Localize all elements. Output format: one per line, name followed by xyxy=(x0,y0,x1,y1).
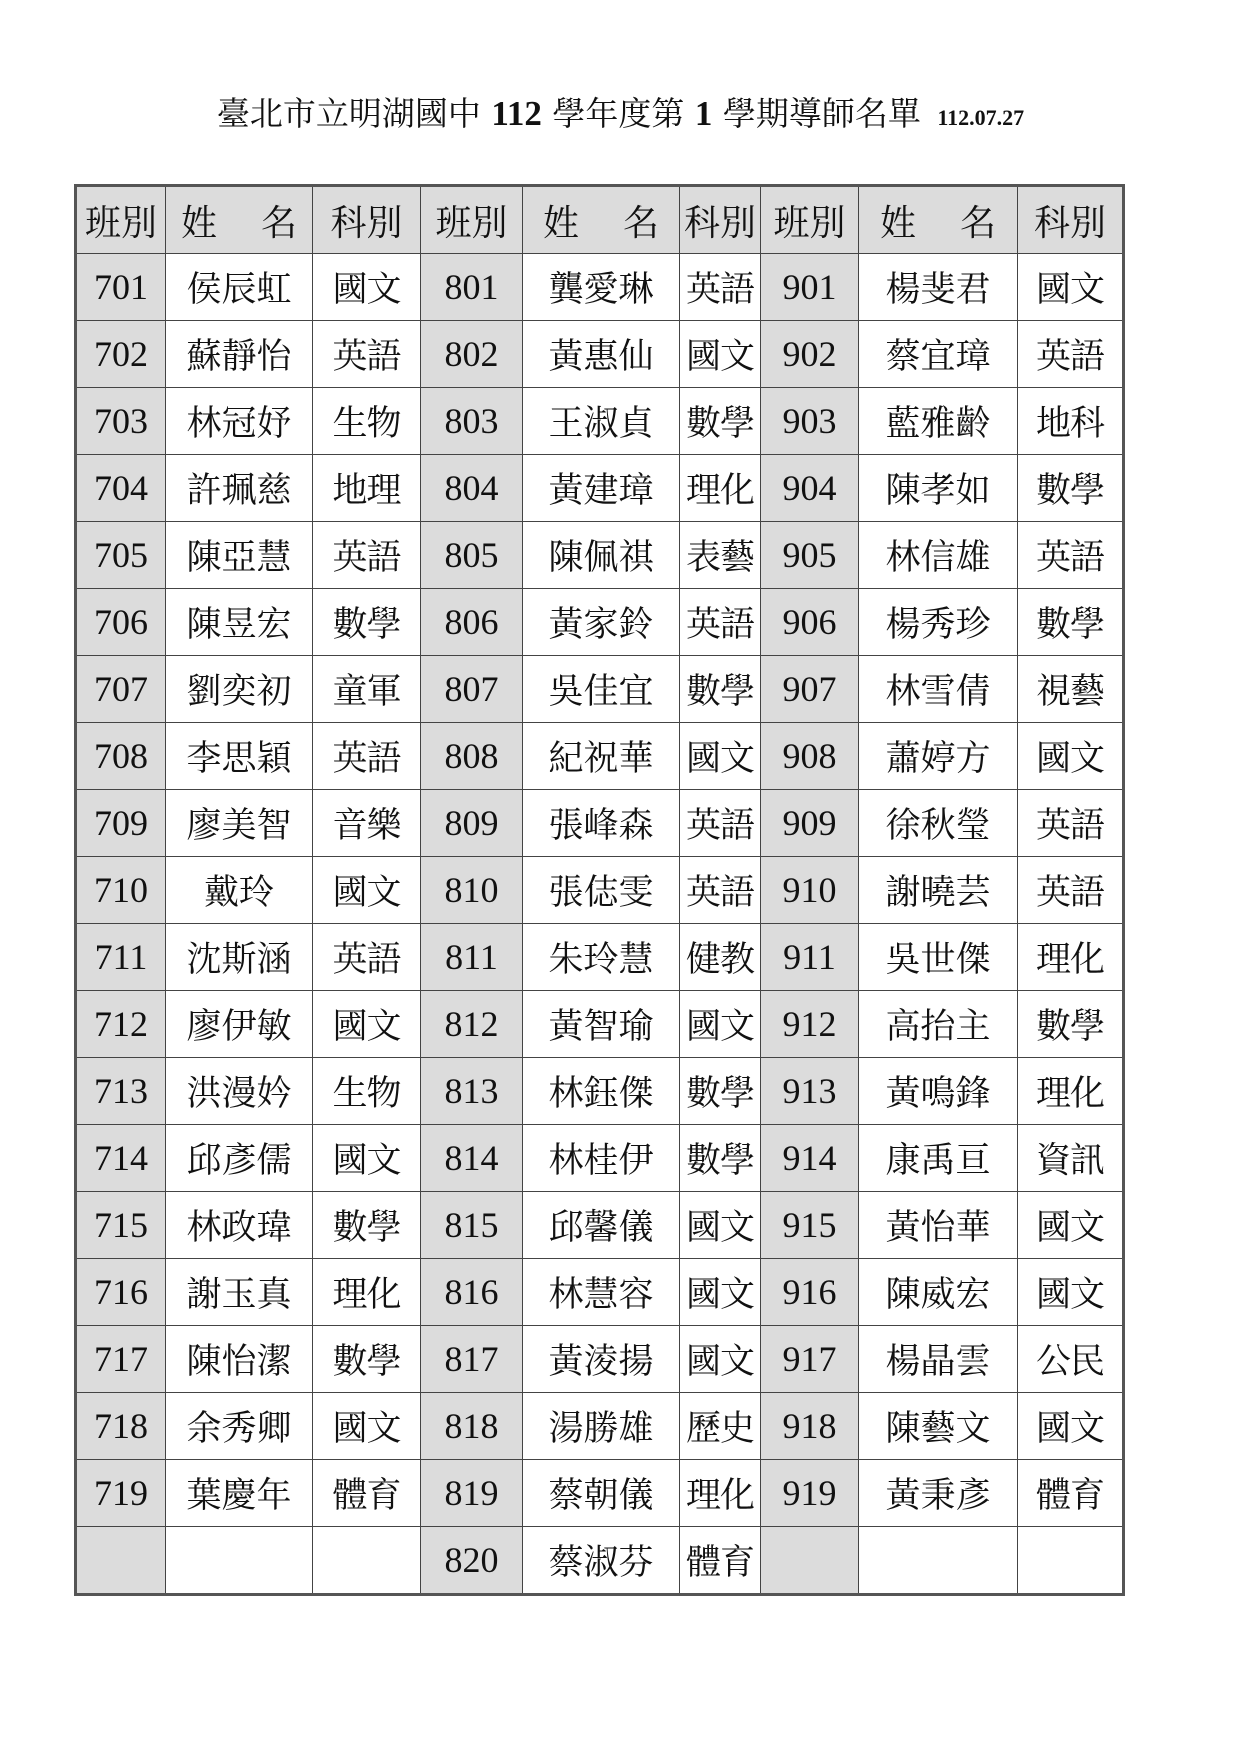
class-cell: 701 xyxy=(76,254,166,321)
class-cell: 802 xyxy=(421,321,523,388)
teacher-name-cell: 龔愛琳 xyxy=(523,254,680,321)
teacher-name-cell: 林慧容 xyxy=(523,1259,680,1326)
class-cell: 805 xyxy=(421,522,523,589)
subject-cell: 表藝 xyxy=(680,522,761,589)
class-cell: 908 xyxy=(761,723,859,790)
class-cell: 711 xyxy=(76,924,166,991)
header-class: 班別 xyxy=(761,186,859,254)
table-row xyxy=(76,924,1124,991)
class-cell: 707 xyxy=(76,656,166,723)
subject-cell: 數學 xyxy=(313,589,421,656)
class-cell: 704 xyxy=(76,455,166,522)
subject-cell: 國文 xyxy=(1018,254,1124,321)
subject-cell: 國文 xyxy=(1018,1259,1124,1326)
class-cell: 713 xyxy=(76,1058,166,1125)
class-cell: 714 xyxy=(76,1125,166,1192)
teacher-name-cell: 劉奕初 xyxy=(166,656,313,723)
subject-cell: 國文 xyxy=(1018,723,1124,790)
subject-cell: 國文 xyxy=(313,1125,421,1192)
table-row xyxy=(76,321,1124,388)
header-name-b: 名 xyxy=(261,202,298,244)
subject-cell: 英語 xyxy=(1018,321,1124,388)
teacher-name-cell: 藍雅齡 xyxy=(859,388,1018,455)
class-cell: 906 xyxy=(761,589,859,656)
subject-cell: 國文 xyxy=(1018,1393,1124,1460)
teacher-name-cell: 邱馨儀 xyxy=(523,1192,680,1259)
header-subject: 科別 xyxy=(680,186,761,254)
class-cell: 902 xyxy=(761,321,859,388)
teacher-name-cell: 許珮慈 xyxy=(166,455,313,522)
subject-cell: 數學 xyxy=(313,1326,421,1393)
teacher-name-cell: 黃鳴鋒 xyxy=(859,1058,1018,1125)
table-row xyxy=(76,455,1124,522)
class-cell: 718 xyxy=(76,1393,166,1460)
teacher-name-cell: 高抬主 xyxy=(859,991,1018,1058)
class-cell: 816 xyxy=(421,1259,523,1326)
title-year: 112 xyxy=(491,94,542,133)
class-cell: 901 xyxy=(761,254,859,321)
teacher-name-cell: 陳威宏 xyxy=(859,1259,1018,1326)
class-cell: 801 xyxy=(421,254,523,321)
subject-cell: 國文 xyxy=(680,321,761,388)
teacher-name-cell: 楊斐君 xyxy=(859,254,1018,321)
teacher-name-cell: 黃智瑜 xyxy=(523,991,680,1058)
subject-cell: 國文 xyxy=(313,1393,421,1460)
teacher-name-cell: 康禹亘 xyxy=(859,1125,1018,1192)
class-cell: 915 xyxy=(761,1192,859,1259)
subject-cell: 英語 xyxy=(313,723,421,790)
document-title xyxy=(0,88,1241,135)
teacher-name-cell: 蔡淑芬 xyxy=(523,1527,680,1595)
class-cell: 709 xyxy=(76,790,166,857)
subject-cell: 數學 xyxy=(680,1058,761,1125)
table-row xyxy=(76,991,1124,1058)
subject-cell xyxy=(313,1527,421,1595)
subject-cell: 英語 xyxy=(680,790,761,857)
class-cell: 719 xyxy=(76,1460,166,1527)
table-row xyxy=(76,1058,1124,1125)
teacher-name-cell: 湯勝雄 xyxy=(523,1393,680,1460)
teacher-name-cell: 沈斯涵 xyxy=(166,924,313,991)
subject-cell: 理化 xyxy=(680,455,761,522)
class-cell: 812 xyxy=(421,991,523,1058)
header-name-b: 名 xyxy=(960,202,997,244)
table-row xyxy=(76,388,1124,455)
class-cell: 904 xyxy=(761,455,859,522)
title-term: 1 xyxy=(694,94,713,133)
header-name xyxy=(166,186,313,254)
class-cell: 914 xyxy=(761,1125,859,1192)
teacher-name-cell: 謝玉真 xyxy=(166,1259,313,1326)
class-cell: 809 xyxy=(421,790,523,857)
class-cell: 712 xyxy=(76,991,166,1058)
subject-cell: 理化 xyxy=(1018,1058,1124,1125)
header-row xyxy=(76,186,1124,254)
teacher-name-cell: 黃怡華 xyxy=(859,1192,1018,1259)
table-row xyxy=(76,790,1124,857)
class-cell: 814 xyxy=(421,1125,523,1192)
subject-cell: 理化 xyxy=(680,1460,761,1527)
teacher-name-cell: 吳佳宜 xyxy=(523,656,680,723)
class-cell: 716 xyxy=(76,1259,166,1326)
teacher-name-cell: 林冠妤 xyxy=(166,388,313,455)
header-subject: 科別 xyxy=(313,186,421,254)
subject-cell: 國文 xyxy=(680,1259,761,1326)
table-row xyxy=(76,1326,1124,1393)
teacher-name-cell: 廖美智 xyxy=(166,790,313,857)
teacher-name-cell: 葉慶年 xyxy=(166,1460,313,1527)
table-row xyxy=(76,1393,1124,1460)
subject-cell: 國文 xyxy=(680,991,761,1058)
header-class: 班別 xyxy=(421,186,523,254)
teacher-name-cell: 楊秀珍 xyxy=(859,589,1018,656)
teacher-name-cell: 蔡朝儀 xyxy=(523,1460,680,1527)
teacher-name-cell: 徐秋瑩 xyxy=(859,790,1018,857)
subject-cell: 數學 xyxy=(680,388,761,455)
teacher-name-cell xyxy=(166,1527,313,1595)
subject-cell: 體育 xyxy=(680,1527,761,1595)
subject-cell: 數學 xyxy=(1018,589,1124,656)
class-cell: 806 xyxy=(421,589,523,656)
class-cell xyxy=(76,1527,166,1595)
table-row xyxy=(76,522,1124,589)
table-row xyxy=(76,254,1124,321)
class-cell: 912 xyxy=(761,991,859,1058)
subject-cell: 國文 xyxy=(1018,1192,1124,1259)
teacher-name-cell: 余秀卿 xyxy=(166,1393,313,1460)
header-name xyxy=(523,186,680,254)
teacher-name-cell: 黃秉彥 xyxy=(859,1460,1018,1527)
subject-cell: 數學 xyxy=(1018,991,1124,1058)
class-cell: 715 xyxy=(76,1192,166,1259)
teacher-name-cell: 張峰森 xyxy=(523,790,680,857)
teacher-name-cell: 林鈺傑 xyxy=(523,1058,680,1125)
subject-cell: 公民 xyxy=(1018,1326,1124,1393)
class-cell: 911 xyxy=(761,924,859,991)
teacher-name-cell: 陳亞慧 xyxy=(166,522,313,589)
header-subject: 科別 xyxy=(1018,186,1124,254)
class-cell: 706 xyxy=(76,589,166,656)
subject-cell: 國文 xyxy=(313,254,421,321)
table-body xyxy=(76,186,1124,1595)
table-row xyxy=(76,656,1124,723)
subject-cell: 英語 xyxy=(313,924,421,991)
teacher-name-cell: 陳昱宏 xyxy=(166,589,313,656)
teacher-name-cell: 張俧雯 xyxy=(523,857,680,924)
teacher-name-cell: 吳世傑 xyxy=(859,924,1018,991)
teacher-name-cell: 朱玲慧 xyxy=(523,924,680,991)
class-cell: 810 xyxy=(421,857,523,924)
teacher-name-cell: 戴玲 xyxy=(166,857,313,924)
subject-cell: 英語 xyxy=(680,589,761,656)
teacher-name-cell: 侯辰虹 xyxy=(166,254,313,321)
title-mid: 學年度第 xyxy=(552,94,685,133)
subject-cell: 英語 xyxy=(313,321,421,388)
teacher-name-cell: 黃淩揚 xyxy=(523,1326,680,1393)
subject-cell: 國文 xyxy=(313,857,421,924)
header-class: 班別 xyxy=(76,186,166,254)
table-row xyxy=(76,857,1124,924)
class-cell: 910 xyxy=(761,857,859,924)
table-row xyxy=(76,1527,1124,1595)
class-cell: 804 xyxy=(421,455,523,522)
title-date: 112.07.27 xyxy=(937,105,1025,130)
header-name-b: 名 xyxy=(623,202,660,244)
subject-cell: 音樂 xyxy=(313,790,421,857)
subject-cell: 體育 xyxy=(313,1460,421,1527)
class-cell: 903 xyxy=(761,388,859,455)
teacher-name-cell: 林政瑋 xyxy=(166,1192,313,1259)
teacher-name-cell: 洪漫妗 xyxy=(166,1058,313,1125)
teacher-name-cell: 蕭婷方 xyxy=(859,723,1018,790)
header-name xyxy=(859,186,1018,254)
subject-cell: 資訊 xyxy=(1018,1125,1124,1192)
teacher-name-cell: 林信雄 xyxy=(859,522,1018,589)
class-cell: 811 xyxy=(421,924,523,991)
subject-cell xyxy=(1018,1527,1124,1595)
subject-cell: 體育 xyxy=(1018,1460,1124,1527)
teacher-name-cell: 李思穎 xyxy=(166,723,313,790)
subject-cell: 生物 xyxy=(313,1058,421,1125)
subject-cell: 生物 xyxy=(313,388,421,455)
subject-cell: 數學 xyxy=(1018,455,1124,522)
teacher-name-cell: 楊晶雲 xyxy=(859,1326,1018,1393)
teacher-name-cell: 黃惠仙 xyxy=(523,321,680,388)
class-cell: 703 xyxy=(76,388,166,455)
class-cell: 918 xyxy=(761,1393,859,1460)
subject-cell: 視藝 xyxy=(1018,656,1124,723)
teacher-name-cell: 黃建璋 xyxy=(523,455,680,522)
subject-cell: 國文 xyxy=(680,723,761,790)
subject-cell: 英語 xyxy=(1018,522,1124,589)
subject-cell: 國文 xyxy=(313,991,421,1058)
subject-cell: 國文 xyxy=(680,1192,761,1259)
table-row xyxy=(76,589,1124,656)
teacher-name-cell: 林桂伊 xyxy=(523,1125,680,1192)
subject-cell: 數學 xyxy=(680,1125,761,1192)
class-cell: 808 xyxy=(421,723,523,790)
table-row xyxy=(76,1192,1124,1259)
teacher-name-cell: 黃家鈴 xyxy=(523,589,680,656)
class-cell: 907 xyxy=(761,656,859,723)
subject-cell: 歷史 xyxy=(680,1393,761,1460)
teacher-name-cell: 邱彥儒 xyxy=(166,1125,313,1192)
title-suffix: 學期導師名單 xyxy=(722,94,921,133)
class-cell: 909 xyxy=(761,790,859,857)
teacher-name-cell xyxy=(859,1527,1018,1595)
class-cell: 702 xyxy=(76,321,166,388)
subject-cell: 英語 xyxy=(680,857,761,924)
class-cell: 708 xyxy=(76,723,166,790)
table-row xyxy=(76,723,1124,790)
subject-cell: 英語 xyxy=(1018,790,1124,857)
class-cell: 916 xyxy=(761,1259,859,1326)
class-cell xyxy=(761,1527,859,1595)
subject-cell: 地理 xyxy=(313,455,421,522)
teacher-name-cell: 廖伊敏 xyxy=(166,991,313,1058)
teacher-name-cell: 林雪倩 xyxy=(859,656,1018,723)
class-cell: 905 xyxy=(761,522,859,589)
header-name-a: 姓 xyxy=(879,202,916,244)
class-cell: 820 xyxy=(421,1527,523,1595)
teacher-name-cell: 陳孝如 xyxy=(859,455,1018,522)
subject-cell: 數學 xyxy=(313,1192,421,1259)
class-cell: 807 xyxy=(421,656,523,723)
subject-cell: 國文 xyxy=(680,1326,761,1393)
class-cell: 919 xyxy=(761,1460,859,1527)
table-row xyxy=(76,1259,1124,1326)
subject-cell: 英語 xyxy=(1018,857,1124,924)
class-cell: 803 xyxy=(421,388,523,455)
table-row xyxy=(76,1125,1124,1192)
teacher-name-cell: 蘇靜怡 xyxy=(166,321,313,388)
subject-cell: 數學 xyxy=(680,656,761,723)
teacher-name-cell: 王淑貞 xyxy=(523,388,680,455)
class-cell: 815 xyxy=(421,1192,523,1259)
class-cell: 819 xyxy=(421,1460,523,1527)
subject-cell: 理化 xyxy=(313,1259,421,1326)
class-cell: 817 xyxy=(421,1326,523,1393)
title-prefix: 臺北市立明湖國中 xyxy=(216,94,481,133)
subject-cell: 健教 xyxy=(680,924,761,991)
teacher-name-cell: 陳藝文 xyxy=(859,1393,1018,1460)
teacher-name-cell: 紀祝華 xyxy=(523,723,680,790)
table-row xyxy=(76,1460,1124,1527)
teacher-name-cell: 陳佩祺 xyxy=(523,522,680,589)
class-cell: 717 xyxy=(76,1326,166,1393)
teacher-name-cell: 蔡宜璋 xyxy=(859,321,1018,388)
header-name-a: 姓 xyxy=(542,202,579,244)
class-cell: 710 xyxy=(76,857,166,924)
subject-cell: 童軍 xyxy=(313,656,421,723)
class-cell: 917 xyxy=(761,1326,859,1393)
class-cell: 813 xyxy=(421,1058,523,1125)
subject-cell: 地科 xyxy=(1018,388,1124,455)
subject-cell: 英語 xyxy=(313,522,421,589)
class-cell: 818 xyxy=(421,1393,523,1460)
homeroom-teacher-table xyxy=(74,184,1125,1596)
teacher-name-cell: 謝曉芸 xyxy=(859,857,1018,924)
teacher-name-cell: 陳怡潔 xyxy=(166,1326,313,1393)
subject-cell: 英語 xyxy=(680,254,761,321)
class-cell: 705 xyxy=(76,522,166,589)
class-cell: 913 xyxy=(761,1058,859,1125)
subject-cell: 理化 xyxy=(1018,924,1124,991)
header-name-a: 姓 xyxy=(180,202,217,244)
